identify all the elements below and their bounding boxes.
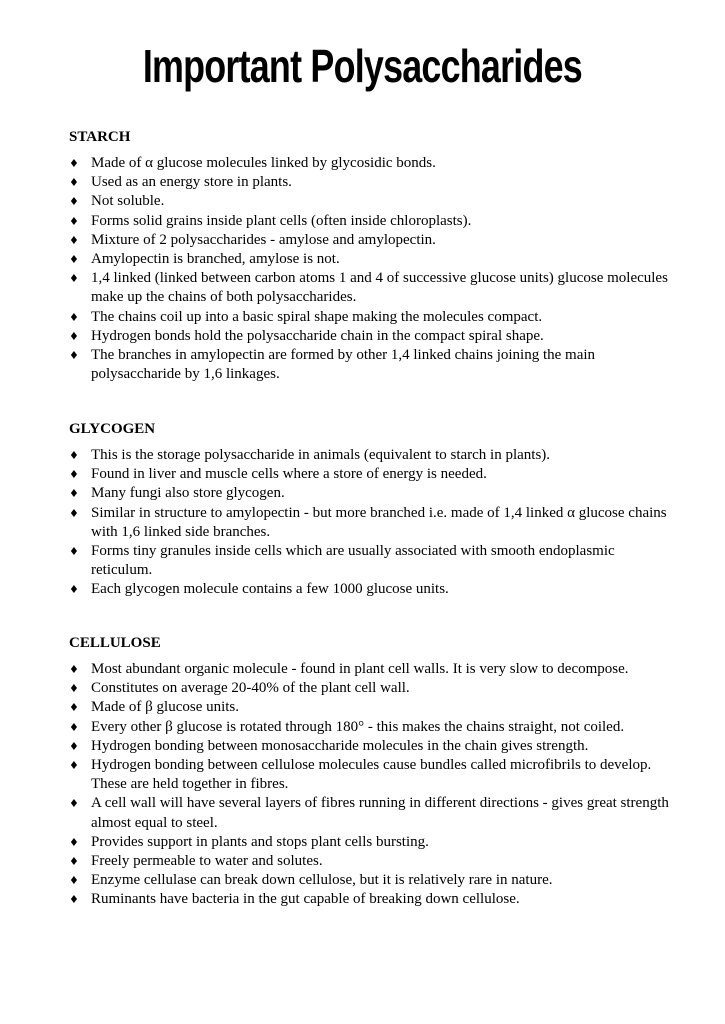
diamond-bullet-icon: ♦ bbox=[69, 195, 79, 209]
list-item bbox=[69, 173, 669, 192]
list-item-text: Most abundant organic molecule - found in plant cell walls. It is very slow to decompose. bbox=[91, 661, 629, 677]
list-item-text: Every other β glucose is rotated through 180° - this makes the chains straight, not coiled. bbox=[91, 718, 625, 735]
diamond-bullet-icon: ♦ bbox=[69, 157, 79, 170]
list-item-text: Constitutes on average 20-40% of the plant cell wall. bbox=[91, 680, 410, 697]
diamond-bullet-icon: ♦ bbox=[69, 214, 79, 228]
list-item-text: Freely permeable to water and solutes. bbox=[91, 853, 323, 870]
list-item bbox=[69, 504, 669, 542]
diamond-bullet-icon: ♦ bbox=[69, 253, 79, 267]
bullet-list bbox=[69, 446, 669, 600]
section-starch bbox=[69, 128, 669, 384]
diamond-bullet-icon: ♦ bbox=[69, 468, 79, 482]
list-item bbox=[69, 679, 669, 698]
list-item-text: Forms tiny granules inside cells which are usually associated with smooth endoplasmic reticulum. bbox=[91, 543, 615, 579]
diamond-bullet-icon: ♦ bbox=[69, 835, 79, 849]
diamond-bullet-icon: ♦ bbox=[69, 329, 79, 343]
diamond-bullet-icon: ♦ bbox=[69, 487, 79, 501]
list-item-text: Ruminants have bacteria in the gut capable of breaking down cellulose. bbox=[91, 891, 520, 908]
list-item bbox=[69, 890, 669, 909]
diamond-bullet-icon: ♦ bbox=[69, 874, 79, 888]
list-item-text: Forms solid grains inside plant cells (often inside chloroplasts). bbox=[91, 212, 472, 229]
diamond-bullet-icon: ♦ bbox=[69, 272, 79, 286]
list-item-text: Used as an energy store in plants. bbox=[91, 174, 292, 191]
bullet-list bbox=[69, 154, 669, 384]
list-item-text: Made of β glucose units. bbox=[91, 699, 240, 716]
diamond-bullet-icon: ♦ bbox=[69, 310, 79, 324]
list-item-text: Amylopectin is branched, amylose is not. bbox=[91, 251, 340, 268]
diamond-bullet-icon: ♦ bbox=[69, 701, 79, 715]
list-item bbox=[69, 154, 669, 173]
list-item-text: Found in liver and muscle cells where a store of energy is needed. bbox=[91, 466, 487, 483]
list-item bbox=[69, 250, 669, 269]
diamond-bullet-icon: ♦ bbox=[69, 682, 79, 696]
list-item bbox=[69, 660, 669, 679]
section-heading: GLYCOGEN bbox=[69, 421, 156, 437]
list-item bbox=[69, 871, 669, 890]
diamond-bullet-icon: ♦ bbox=[69, 506, 79, 520]
section-heading: CELLULOSE bbox=[69, 635, 161, 651]
list-item bbox=[69, 346, 669, 384]
bullet-list bbox=[69, 660, 669, 910]
list-item-text: Provides support in plants and stops plant cells bursting. bbox=[91, 833, 429, 850]
list-item-text: Similar in structure to amylopectin - but more branched i.e. made of 1,4 linked α glucose chains with 1,6 linked side branches. bbox=[91, 504, 667, 540]
diamond-bullet-icon: ♦ bbox=[69, 739, 79, 753]
section-cellulose bbox=[69, 634, 669, 910]
list-item bbox=[69, 308, 669, 327]
diamond-bullet-icon: ♦ bbox=[69, 663, 79, 676]
list-item-text: Hydrogen bonds hold the polysaccharide chain in the compact spiral shape. bbox=[91, 327, 544, 344]
list-item-text: Enzyme cellulase can break down cellulose, but it is relatively rare in nature. bbox=[91, 872, 553, 889]
list-item bbox=[69, 446, 669, 465]
diamond-bullet-icon: ♦ bbox=[69, 893, 79, 907]
list-item-text: Many fungi also store glycogen. bbox=[91, 485, 285, 502]
list-item-text: The chains coil up into a basic spiral shape making the molecules compact. bbox=[91, 308, 543, 325]
list-item bbox=[69, 794, 669, 832]
list-item-text: 1,4 linked (linked between carbon atoms 1 and 4 of successive glucose units) glucose molecules make up the chains of both polysaccharides. bbox=[91, 270, 668, 306]
list-item bbox=[69, 698, 669, 717]
list-item-text: Hydrogen bonding between monosaccharide molecules in the chain gives strength. bbox=[91, 737, 589, 754]
list-item-text: Mixture of 2 polysaccharides - amylose and amylopectin. bbox=[91, 231, 436, 248]
page-title: Important Polysaccharides bbox=[142, 40, 582, 92]
diamond-bullet-icon: ♦ bbox=[69, 583, 79, 597]
diamond-bullet-icon: ♦ bbox=[69, 797, 79, 811]
list-item bbox=[69, 192, 669, 211]
list-item bbox=[69, 231, 669, 250]
diamond-bullet-icon: ♦ bbox=[69, 449, 79, 462]
diamond-bullet-icon: ♦ bbox=[69, 759, 79, 773]
list-item bbox=[69, 212, 669, 231]
list-item-text: Hydrogen bonding between cellulose molecules cause bundles called microfibrils to develop. These are held together in fibres. bbox=[91, 757, 652, 793]
diamond-bullet-icon: ♦ bbox=[69, 545, 79, 559]
section-heading: STARCH bbox=[69, 129, 131, 145]
diamond-bullet-icon: ♦ bbox=[69, 233, 79, 247]
list-item-text: A cell wall will have several layers of fibres running in different directions - gives great strength almost equal to steel. bbox=[91, 795, 669, 831]
list-item bbox=[69, 327, 669, 346]
list-item bbox=[69, 756, 669, 794]
list-item bbox=[69, 580, 669, 599]
diamond-bullet-icon: ♦ bbox=[69, 349, 79, 363]
list-item bbox=[69, 269, 669, 307]
list-item bbox=[69, 542, 669, 580]
list-item bbox=[69, 465, 669, 484]
list-item bbox=[69, 737, 669, 756]
list-item bbox=[69, 718, 669, 737]
list-item-text: This is the storage polysaccharide in animals (equivalent to starch in plants). bbox=[91, 447, 551, 463]
list-item bbox=[69, 852, 669, 871]
list-item bbox=[69, 484, 669, 503]
diamond-bullet-icon: ♦ bbox=[69, 720, 79, 734]
list-item bbox=[69, 833, 669, 852]
diamond-bullet-icon: ♦ bbox=[69, 176, 79, 190]
list-item-text: Not soluble. bbox=[91, 193, 165, 210]
list-item-text: Made of α glucose molecules linked by glycosidic bonds. bbox=[91, 155, 436, 171]
list-item-text: Each glycogen molecule contains a few 1000 glucose units. bbox=[91, 581, 449, 598]
diamond-bullet-icon: ♦ bbox=[69, 855, 79, 869]
section-glycogen bbox=[69, 420, 669, 600]
list-item-text: The branches in amylopectin are formed by other 1,4 linked chains joining the main polysaccharide by 1,6 linkages. bbox=[91, 347, 596, 383]
